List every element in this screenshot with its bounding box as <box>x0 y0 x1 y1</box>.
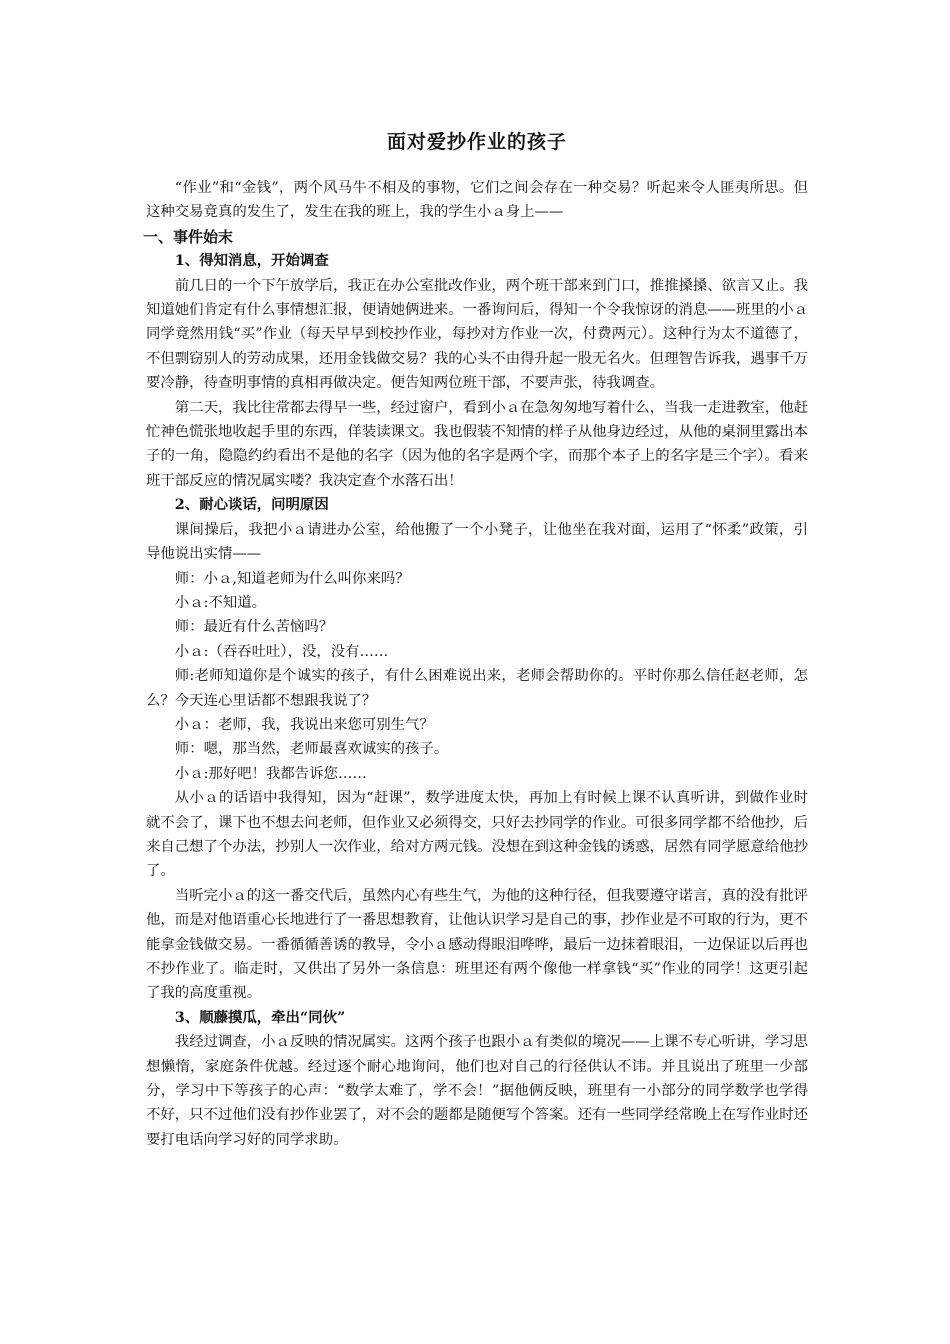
body-paragraph: 我经过调查，小ａ反映的情况属实。这两个孩子也跟小ａ有类似的境况——上课不专心听讲，学习思想懒惰，家庭条件优越。经过逐个耐心地询问，他们也对自己的行径供认不讳。并且说出了班里一少部分，学习中下等孩子的心声：“数学太难了，学不会！”据他俩反映，班里有一小部分的同学数学也学得不好，只不过他们没有抄作业罢了，对不会的题都是随便写个答案。还有一些同学经常晚上在写作业时还要打电话向学习好的同学求助。 <box>146 1034 808 1148</box>
document-page <box>143 118 808 1152</box>
subsection-heading-1: 1、得知消息，开始调查 <box>174 252 329 270</box>
dialog-line: 小ａ:不知道。 <box>174 594 266 611</box>
dialog-line: 师：嗯，那当然，老师最喜欢诚实的孩子。 <box>174 741 449 758</box>
body-paragraph: 当听完小ａ的这一番交代后，虽然内心有些生气，为他的这种行径，但我要遵守诺言，真的没有批评他，而是对他语重心长地进行了一番思想教育，让他认识学习是自己的事，抄作业是不可取的行为，更不能拿金钱做交易。一番循循善诱的教导，令小ａ感动得眼泪哗哗，最后一边抹着眼泪，一边保证以后再也不抄作业了。临走时，又供出了另外一条信息：班里还有两个像他一样拿钱“买”作业的同学！这更引起了我的高度重视。 <box>146 887 808 1002</box>
dialog-line: 师：小ａ,知道老师为什么叫你来吗？ <box>174 570 410 587</box>
subsection-heading-3: 3、顺藤摸瓜，牵出“同伙” <box>174 1008 346 1026</box>
dialog-line: 小ａ：老师，我，我说出来您可别生气？ <box>174 716 434 733</box>
dialog-line: 小ａ:（吞吞吐吐），没，没有…… <box>174 643 389 660</box>
document-title: 面对爱抄作业的孩子 <box>386 131 567 153</box>
body-paragraph: 第二天，我比往常都去得早一些，经过窗户，看到小ａ在急匆匆地写着什么，当我一走进教室，他赶忙神色慌张地收起手里的东西，佯装读课文。我也假装不知情的样子从他身边经过，从他的桌洞里露出本子的一角，隐隐约约看出不是他的名字（因为他的名字是两个字，而那个本子上的名字是三个字）。看来班干部反应的情况属实喽？我决定查个水落石出！ <box>146 399 808 489</box>
body-paragraph: 从小ａ的话语中我得知，因为“赶课”，数学进度太快，再加上有时候上课不认真听讲，到做作业时就不会了，课下也不想去问老师，但作业又必须得交，只好去抄同学的作业。可很多同学都不给他抄，后来自己想了个办法，抄别人一次作业，给对方两元钱。没想在到这种金钱的诱惑，居然有同学愿意给他抄了。 <box>146 790 808 880</box>
body-paragraph: 课间操后，我把小ａ请进办公室，给他搬了一个小凳子，让他坐在我对面，运用了“怀柔”政策，引导他说出实情—— <box>146 521 808 563</box>
intro-paragraph: “作业”和“金钱”，两个风马牛不相及的事物，它们之间会存在一种交易？听起来令人匪夷所思。但这种交易竟真的发生了，发生在我的班上，我的学生小ａ身上—— <box>146 180 808 221</box>
section-heading-1: 一、事件始末 <box>143 227 234 246</box>
dialog-line: 师:老师知道你是个诚实的孩子，有什么困难说出来，老师会帮助你的。平时你那么信任赵老师，怎么？今天连心里话都不想跟我说了？ <box>146 668 808 709</box>
dialog-line: 师：最近有什么苦恼吗？ <box>174 619 334 636</box>
body-paragraph: 前几日的一个下午放学后，我正在办公室批改作业，两个班干部来到门口，推推搡搡、欲言又止。我知道她们肯定有什么事情想汇报，便请她俩进来。一番询问后，得知一个令我惊讶的消息——班里的小ａ同学竟然用钱“买”作业（每天早早到校抄作业，每抄对方作业一次，付费两元）。这种行为太不道德了，不但剽窃别人的劳动成果，还用金钱做交易？我的心头不由得升起一股无名火。但理智告诉我，遇事千万要冷静，待查明事情的真相再做决定。便告知两位班干部，不要声张，待我调查。 <box>146 277 808 392</box>
dialog-line: 小ａ:那好吧！我都告诉您…… <box>174 765 367 782</box>
subsection-heading-2: 2、耐心谈话，问明原因 <box>174 496 329 514</box>
